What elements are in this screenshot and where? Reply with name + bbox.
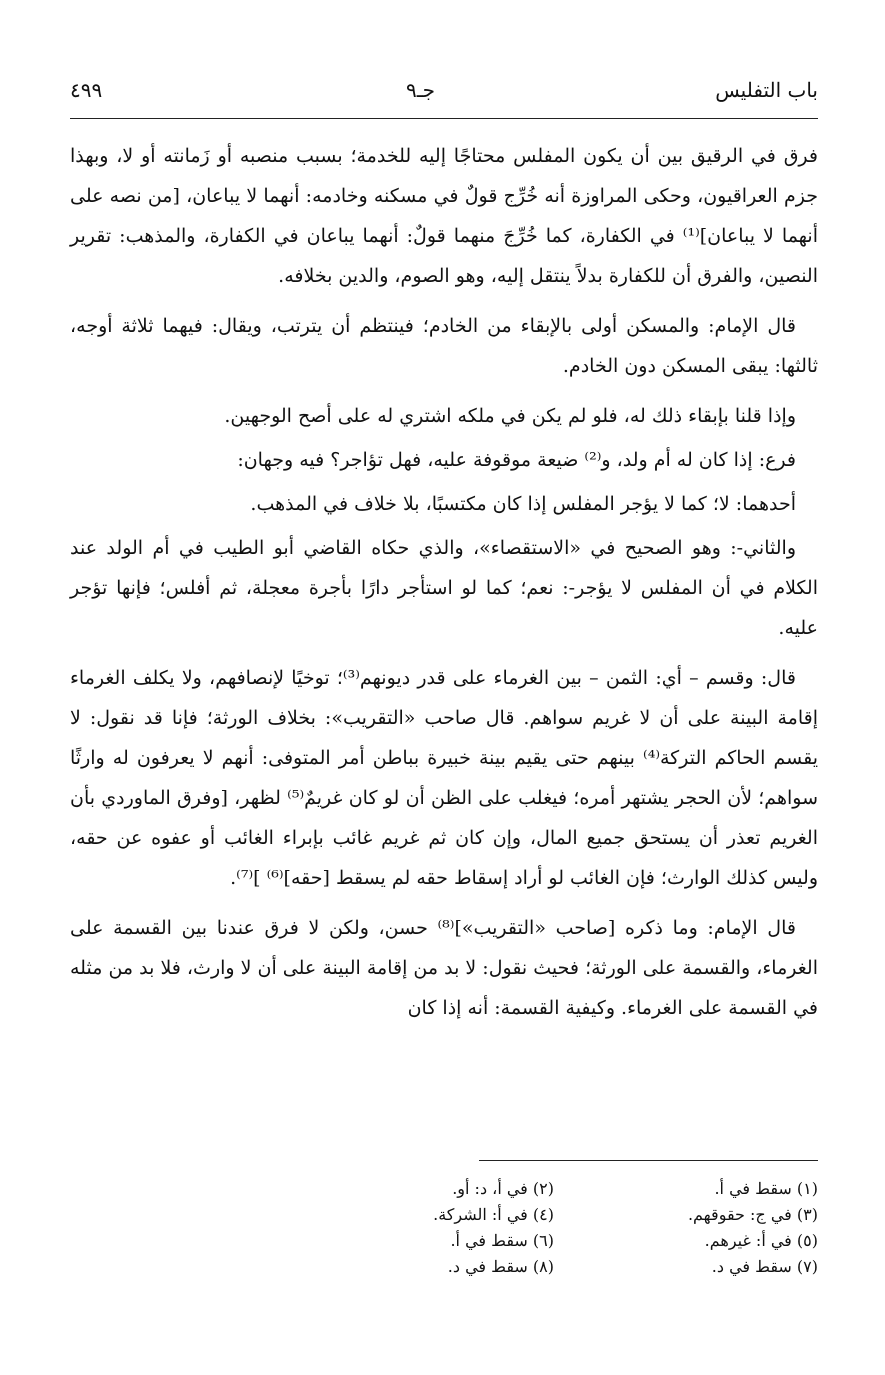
- paragraph: قال الإمام: وما ذكره [صاحب «التقريب»]⁽⁸⁾ حسن، ولكن لا فرق عندنا بين القسمة على الغرماء، والقسمة على الورثة؛ فحيث نقول: لا بد من إقامة البينة على أن لا وارث، فلا بد من مثله في القسمة على الغرماء. وكيفية القسمة: أنه إذا كان: [70, 917, 818, 1019]
- paragraph: أحدهما: لا؛ كما لا يؤجر المفلس إذا كان مكتسبًا، بلا خلاف في المذهب.: [250, 493, 796, 515]
- footnote: (٣) في ج: حقوقهم.: [687, 1205, 818, 1224]
- footnotes: [290, 1176, 818, 1280]
- paragraph: فرق في الرقيق بين أن يكون المفلس محتاجًا إليه للخدمة؛ بسبب منصبه أو زَمانته أو لا، وبهذا جزم العراقيون، وحكى المراوزة أنه خُرِّج قولٌ في مسكنه وخادمه: أنهما لا يباعان، [من نصه على أنهما لا يباعان]⁽¹⁾ في الكفارة، كما خُرِّجَ منهما قولٌ: أنهما يباعان في الكفارة، والمذهب: تقرير النصين، والفرق أن للكفارة بدلاً ينتقل إليه، وهو الصوم، والدين بخلافه.: [70, 145, 818, 287]
- footnote: (١) سقط في أ.: [714, 1179, 818, 1198]
- paragraph: فرع: إذا كان له أم ولد، و⁽²⁾ ضيعة موقوفة عليه، فهل تؤاجر؟ فيه وجهان:: [237, 449, 796, 471]
- running-header: [70, 78, 818, 112]
- page-number: ٤٩٩: [70, 78, 103, 102]
- header-divider: [70, 118, 818, 119]
- volume-number: جـ٩: [406, 78, 435, 102]
- paragraph: والثاني-: وهو الصحيح في «الاستقصاء»، والذي حكاه القاضي أبو الطيب في أم الولد عند الكلام في أن المفلس لا يؤجر-: نعم؛ كما لو استأجر دارًا بأجرة معجلة، ثم أفلس؛ فإنها تؤجر عليه.: [70, 537, 818, 639]
- footnote: (٦) سقط في أ.: [450, 1231, 554, 1250]
- footnote: (٥) في أ: غيرهم.: [704, 1231, 818, 1250]
- footnote-divider: [479, 1160, 818, 1161]
- paragraph: وإذا قلنا بإبقاء ذلك له، فلو لم يكن في ملكه اشتري له على أصح الوجهين.: [224, 405, 796, 427]
- chapter-title: باب التفليس: [715, 78, 818, 102]
- footnote: (٧) سقط في د.: [711, 1257, 818, 1276]
- paragraph: قال: وقسم – أي: الثمن – بين الغرماء على قدر ديونهم⁽³⁾؛ توخيًا لإنصافهم، ولا يكلف الغرماء إقامة البينة على أن لا غريم سواهم. قال صاحب «التقريب»: بخلاف الورثة؛ فإنا قد نقول: لا يقسم الحاكم التركة⁽⁴⁾ بينهم حتى يقيم بينة خبيرة بباطن أمر المتوفى: أنهم لا يعرفون له وارثًا سواهم؛ لأن الحجر يشتهر أمره؛ فيغلب على الظن أن لو كان غريمٌ⁽⁵⁾ لظهر، [وفرق الماوردي بأن الغريم تعذر أن يستحق جميع المال، وإن كان ثم غريم غائب بإبراء الغائب أو عفوه عن حقه، وليس كذلك الوارث؛ فإن الغائب لو أراد إسقاط حقه لم يسقط [حقه]⁽⁶⁾ ]⁽⁷⁾.: [70, 667, 818, 889]
- paragraph: قال الإمام: والمسكن أولى بالإبقاء من الخادم؛ فينتظم أن يترتب، ويقال: فيهما ثلاثة أوجه، ثالثها: يبقى المسكن دون الخادم.: [70, 315, 818, 377]
- main-text: [70, 136, 818, 1038]
- footnote: (٢) في أ، د: أو.: [452, 1179, 554, 1198]
- footnote: (٨) سقط في د.: [447, 1257, 554, 1276]
- footnote: (٤) في أ: الشركة.: [433, 1205, 554, 1224]
